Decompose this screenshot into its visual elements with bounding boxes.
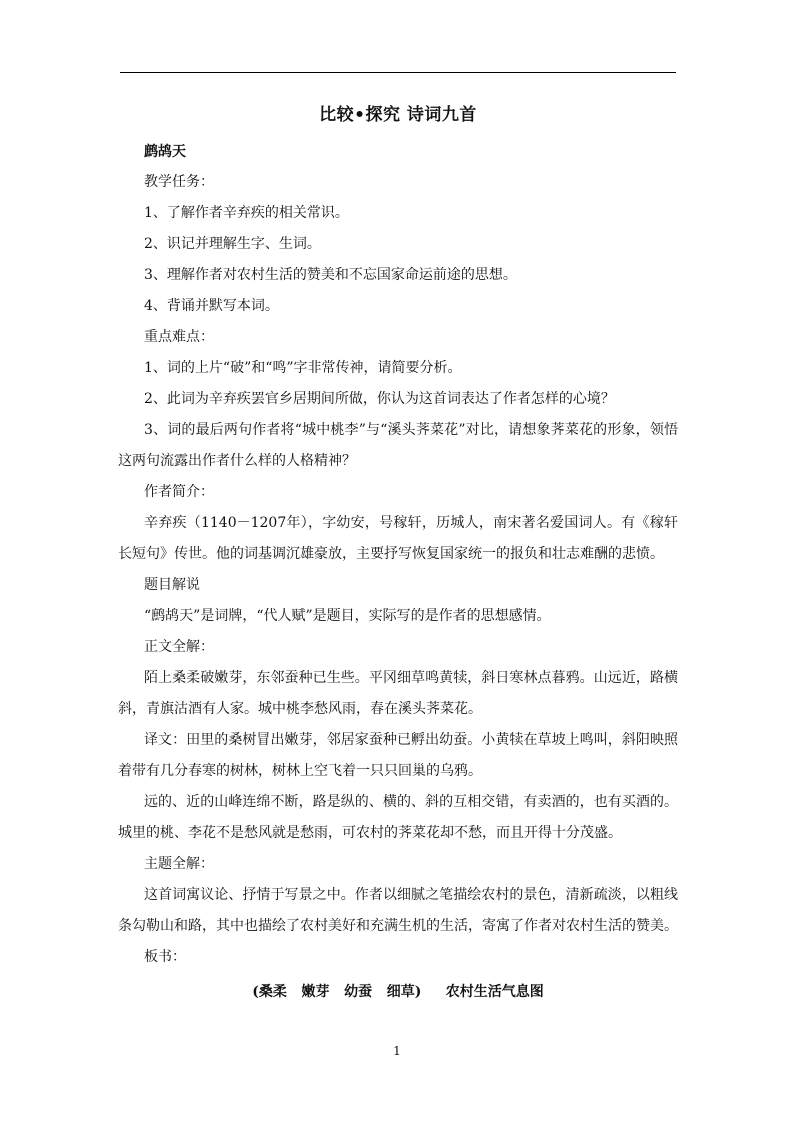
paragraph: 2、此词为辛弃疾罢官乡居期间所做，你认为这首词表达了作者怎样的心境？ bbox=[144, 391, 615, 407]
poem-title: 鹧鸪天 bbox=[144, 144, 186, 160]
paragraph: 教学任务： bbox=[144, 174, 214, 190]
paragraph: 1、了解作者辛弃疾的相关常识。 bbox=[144, 205, 349, 221]
board-summary: (桑柔 嫩芽 幼蚕 细草) 农村生活气息图 bbox=[252, 984, 544, 1000]
paragraph: 这首词寓议论、抒情于写景之中。作者以细腻之笔描绘农村的景色，清新疏淡，以粗线条勾勒山和路，其中也描绘了农村美好和充满生机的生活，寄寓了作者对农村生活的赞美。 bbox=[118, 887, 678, 934]
paragraph: 1、词的上片“破”和“鸣”字非常传神，请简要分析。 bbox=[144, 360, 462, 376]
paragraph: 远的、近的山峰连绵不断，路是纵的、横的、斜的互相交错，有卖酒的，也有买酒的。城里的桃、李花不是愁风就是愁雨，可农村的荠菜花却不愁，而且开得十分茂盛。 bbox=[118, 794, 678, 841]
paragraph: 辛弃疾（1140－1207年），字幼安，号稼轩，历城人，南宋著名爱国词人。有《稼轩长短句》传世。他的词基调沉雄豪放，主要抒写恢复国家统一的报负和壮志难酬的悲愤。 bbox=[118, 515, 678, 562]
document-body bbox=[118, 100, 678, 1001]
page-number: 1 bbox=[393, 1044, 401, 1058]
paragraph: 4、背诵并默写本词。 bbox=[144, 298, 279, 314]
paragraph: 3、理解作者对农村生活的赞美和不忘国家命运前途的思想。 bbox=[144, 267, 517, 283]
paragraph: 正文全解： bbox=[144, 639, 214, 655]
header-rule bbox=[120, 72, 676, 73]
paragraph: 板书： bbox=[144, 949, 186, 965]
paragraph: 重点难点： bbox=[144, 329, 214, 345]
paragraph: 主题全解： bbox=[144, 856, 214, 872]
paragraph: 2、识记并理解生字、生词。 bbox=[144, 236, 321, 252]
paragraph: 陌上桑柔破嫩芽，东邻蚕种已生些。平冈细草鸣黄犊，斜日寒林点暮鸦。山远近，路横斜，青旗沽酒有人家。城中桃李愁风雨，春在溪头荠菜花。 bbox=[118, 670, 678, 717]
paragraph: 译文：田里的桑树冒出嫩芽，邻居家蚕种已孵出幼蚕。小黄犊在草坡上鸣叫，斜阳映照着带有几分春寒的树林，树林上空飞着一只只回巢的乌鸦。 bbox=[118, 732, 678, 779]
page-title: 比较•探究 诗词九首 bbox=[319, 105, 477, 125]
paragraph: 3、词的最后两句作者将“城中桃李”与“溪头荠菜花”对比，请想象荠菜花的形象，领悟这两句流露出作者什么样的人格精神？ bbox=[118, 422, 678, 469]
paragraph: 题目解说 bbox=[144, 577, 200, 593]
paragraph: 作者简介： bbox=[144, 484, 214, 500]
paragraph: “鹧鸪天”是词牌，“代人赋”是题目，实际写的是作者的思想感情。 bbox=[144, 608, 551, 624]
